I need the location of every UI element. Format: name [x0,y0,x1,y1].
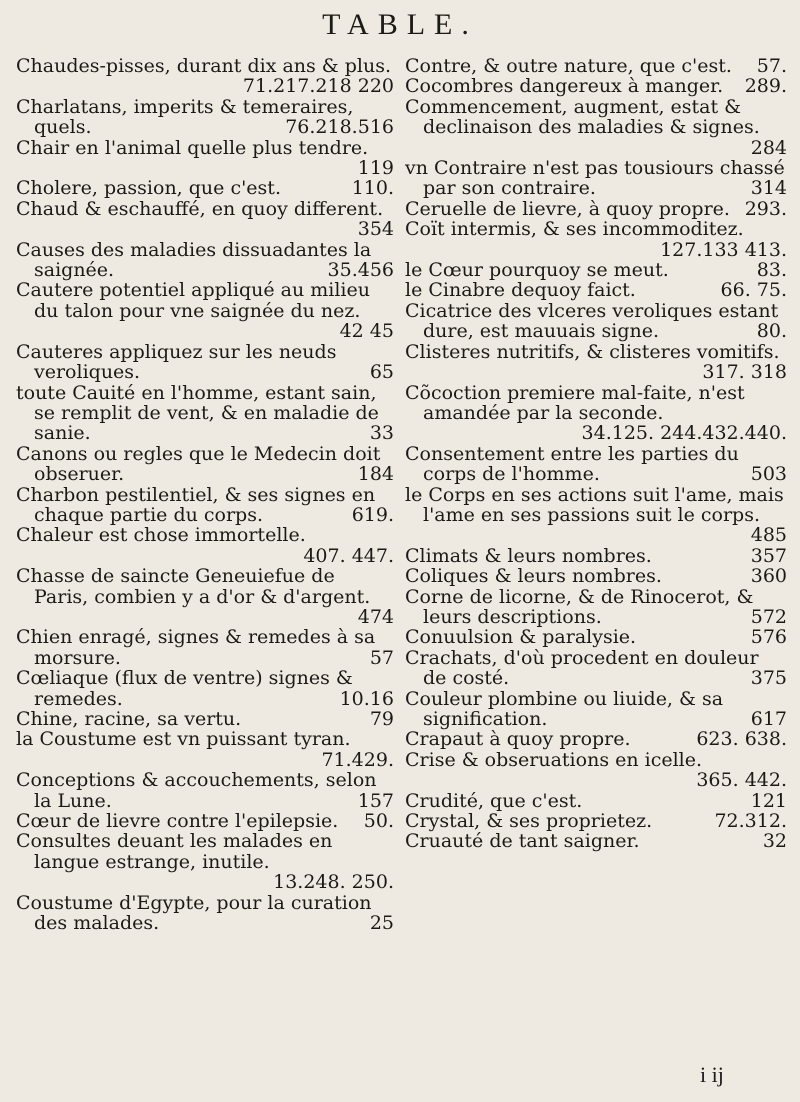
entry-text: Cholere, passion, que c'est. [16,177,281,200]
page-refs: 617 [750,708,787,730]
entry-text: la Coustume est vn puissant tyran. [16,728,351,751]
index-entry [405,260,787,280]
index-entry [16,199,394,240]
entry-text: Charlatans, imperits & temeraires, quels. [16,95,354,139]
entry-text: Cœliaque (flux de ventre) signes & remedes. [16,667,353,710]
entry-text: Causes des maladies dissuadantes la saignée. [16,238,372,282]
index-entry [16,280,394,341]
entry-text: Chaud & eschauffé, en quoy different. [16,197,384,220]
page-refs: 121 [750,789,787,812]
page-header: TABLE. [322,8,478,41]
index-entry [16,240,394,281]
index-entry [16,485,394,526]
index-entry [405,301,787,342]
entry-text: Chaudes-pisses, durant dix ans & plus. [16,55,392,77]
signature-mark: i ij [700,1062,724,1087]
index-entry [16,342,394,383]
page-refs: 503 [750,463,787,486]
page-refs: 72.312. [714,810,787,833]
index-entry [405,689,787,730]
entry-text: vn Contraire n'est pas tousiours chassé par son contraire. [405,157,785,200]
page-refs: 76.218.516 [285,116,394,139]
index-entry [405,444,787,485]
page-refs: 184 [357,463,394,486]
index-entry [405,97,787,158]
index-entry [405,383,787,444]
entry-text: le Corps en ses actions suit l'ame, mais l'ame en ses passions suit le corps. [405,483,784,526]
entry-text: Chaleur est chose immortelle. [16,524,306,547]
page-refs: 284 [750,136,787,159]
index-entry [16,444,394,485]
index-entry [405,280,787,300]
page-refs: 127.133 413. [660,238,787,261]
page-refs: 474 [357,605,394,628]
page-refs: 360 [750,565,787,588]
page-refs: 119 [357,157,394,180]
page-refs: 50. [363,810,394,833]
index-entry [405,627,787,647]
index-entry [405,158,787,199]
index-entry [405,485,787,546]
index-entry [405,811,787,831]
index-entry [405,342,787,383]
index-entry [405,587,787,628]
entry-text: Crudité, que c'est. [405,789,583,812]
page-refs: 13.248. 250. [273,871,394,894]
index-entry [16,56,394,97]
page-refs: 293. [744,197,787,220]
page-refs: 71.217.218 220 [242,75,394,98]
page-refs: 80. [756,320,787,343]
left-column [16,56,394,933]
index-entry [16,668,394,709]
index-entry [405,831,787,851]
page-refs: 32 [762,830,787,853]
index-entry [16,525,394,566]
entry-text: Cruauté de tant saigner. [405,830,640,853]
entry-text: Climats & leurs nombres. [405,544,652,567]
entry-text: Crapaut à quoy propre. [405,728,631,751]
page-refs: 623. 638. [696,728,787,751]
entry-text: Cocombres dangereux à manger. [405,75,724,98]
entry-text: Clisteres nutritifs, & clisteres vomitifs. [405,340,780,363]
entry-text: Cautere potentiel appliqué au milieu du talon pour vne saignée du nez. [16,279,370,322]
page-refs: 407. 447. [303,544,394,567]
page-refs: 57 [369,646,394,669]
entry-text: Conuulsion & paralysie. [405,626,637,649]
page-refs: 71.429. [321,748,394,771]
page-refs: 65 [369,361,394,384]
page-refs: 33 [369,422,394,445]
entry-text: le Cinabre dequoy faict. [405,279,636,302]
page-refs: 365. 442. [696,769,787,792]
index-entry [405,199,787,219]
index-entry [405,729,787,749]
entry-text: Consentement entre les parties du corps de l'homme. [405,442,739,486]
entry-text: Conceptions & accouchements, selon la Lune. [16,769,377,812]
page-refs: 289. [744,75,787,98]
entry-text: Coliques & leurs nombres. [405,565,662,588]
page-refs: 485 [750,524,787,547]
page-refs: 157 [357,789,394,812]
page-refs: 57. [756,55,787,77]
index-entry [16,383,394,444]
index-entry [405,648,787,689]
entry-text: Consultes deuant les malades en langue estrange, inutile. [16,830,333,873]
entry-text: Commencement, augment, estat & declinaison des maladies & signes. [405,95,760,139]
entry-text: Canons ou regles que le Medecin doit obseruer. [16,442,381,486]
index-entry [16,178,394,198]
index-entry [16,566,394,627]
entry-text: Crachats, d'où procedent en douleur de costé. [405,646,759,690]
page-refs: 317. 318 [702,361,787,384]
index-entry [16,770,394,811]
index-entry [405,76,787,96]
entry-text: Charbon pestilentiel, & ses signes en chaque partie du corps. [16,483,376,526]
index-entry [16,97,394,138]
page-refs: 576 [750,626,787,649]
index-entry [16,831,394,892]
entry-text: Cauteres appliquez sur les neuds veroliques. [16,340,337,384]
entry-text: Corne de licorne, & de Rinocerot, & leurs descriptions. [405,585,754,628]
page-refs: 10.16 [339,687,394,710]
entry-text: Couleur plombine ou liuide, & sa signification. [405,687,724,730]
entry-text: toute Cauité en l'homme, estant sain, se remplit de vent, & en maladie de sanie. [16,381,379,445]
entry-text: Coït intermis, & ses incommoditez. [405,218,744,241]
page-refs: 354 [357,218,394,241]
entry-text: Crise & obseruations en icelle. [405,748,703,771]
index-entry [16,138,394,179]
page-refs: 83. [756,259,787,282]
right-column [405,56,787,852]
index-entry [16,627,394,668]
index-entry [16,893,394,934]
index-entry [16,811,394,831]
entry-text: Contre, & outre nature, que c'est. [405,55,732,77]
entry-text: le Cœur pourquoy se meut. [405,259,669,282]
index-entry [405,219,787,260]
page-refs: 314 [750,177,787,200]
entry-text: Cõcoction premiere mal-faite, n'est amandée par la seconde. [405,381,745,424]
page-refs: 42 45 [339,320,394,343]
index-entry [405,56,787,76]
entry-text: Coustume d'Egypte, pour la curation des malades. [16,891,372,935]
entry-text: Crystal, & ses proprietez. [405,810,653,833]
page-refs: 35.456 [327,259,394,282]
entry-text: Cicatrice des vlceres veroliques estant dure, est mauuais signe. [405,299,779,343]
index-entry [405,791,787,811]
page-refs: 619. [351,503,394,526]
index-entry [405,750,787,791]
index-entry [16,729,394,770]
entry-text: Ceruelle de lievre, à quoy propre. [405,197,730,220]
page-refs: 110. [351,177,394,200]
entry-text: Chine, racine, sa vertu. [16,708,242,730]
page-refs: 66. 75. [720,279,787,302]
index-entry [405,546,787,566]
index-entry [405,566,787,586]
page-refs: 572 [750,605,787,628]
page-refs: 34.125. 244.432.440. [581,422,787,445]
entry-text: Chasse de saincte Geneuiefue de Paris, combien y a d'or & d'argent. [16,565,371,608]
entry-text: Chien enragé, signes & remedes à sa morsure. [16,626,376,669]
entry-text: Cœur de lievre contre l'epilepsie. [16,810,339,833]
page-refs: 357 [750,544,787,567]
entry-text: Chair en l'animal quelle plus tendre. [16,136,369,159]
page-refs: 375 [750,667,787,690]
page-refs: 79 [369,708,394,730]
page-refs: 25 [369,912,394,935]
index-entry [16,709,394,729]
